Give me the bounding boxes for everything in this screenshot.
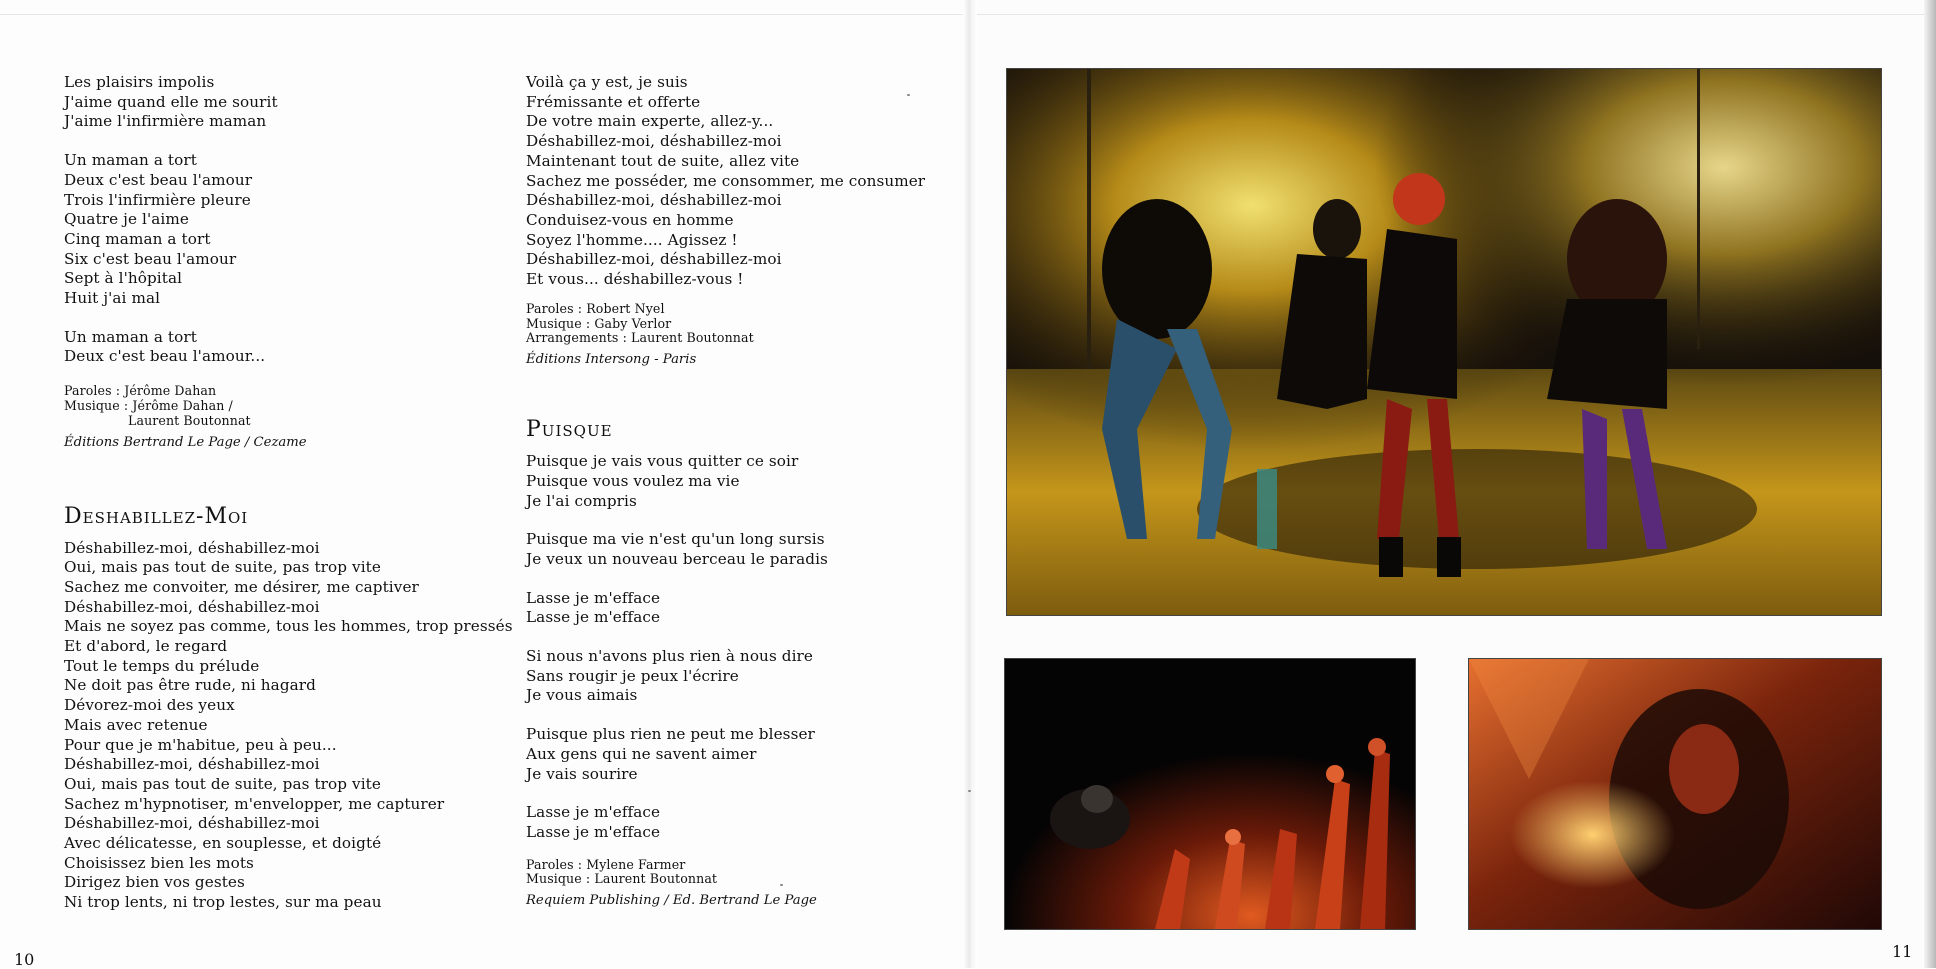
stanza <box>526 589 986 628</box>
lyrics-column-2 <box>526 73 986 908</box>
lyric-line: Voilà ça y est, je suis <box>526 73 688 91</box>
credit-musique: Musique : Laurent Boutonnat <box>526 871 718 887</box>
lyric-line: J'aime quand elle me sourit <box>64 92 278 111</box>
stanza <box>64 328 524 367</box>
credit-paroles: Paroles : Mylene Farmer <box>526 856 686 872</box>
lyrics-puisque <box>526 452 986 843</box>
lyric-line: Je vais sourire <box>526 764 638 783</box>
paper-speck <box>780 884 783 886</box>
lyric-line: Conduisez-vous en homme <box>526 210 734 229</box>
lyrics-deshabillez-moi-continued <box>526 73 986 290</box>
lyric-line: Déshabillez-moi, déshabillez-moi <box>64 814 320 833</box>
lyric-line: Puisque vous voulez ma vie <box>526 471 740 490</box>
lyric-line: Tout le temps du prélude <box>64 656 260 675</box>
stanza <box>64 73 524 132</box>
lyric-line: Un maman a tort <box>64 327 197 346</box>
crowd-photo-art <box>1005 659 1415 929</box>
lyric-line: Déshabillez-moi, déshabillez-moi <box>526 132 782 151</box>
stanza <box>526 725 986 784</box>
lyric-line: Puisque ma vie n'est qu'un long sursis <box>526 530 825 549</box>
credits-block-1 <box>64 384 524 428</box>
lyrics-deshabillez-moi <box>64 539 524 913</box>
credit-arrangements: Arrangements : Laurent Boutonnat <box>526 330 754 346</box>
page-edge-shadow <box>1924 0 1936 968</box>
lyric-line: Quatre je l'aime <box>64 210 189 229</box>
credit-paroles: Paroles : Robert Nyel <box>526 300 665 316</box>
crowd-photo <box>1004 658 1416 930</box>
lyric-line: Lasse je m'efface <box>526 803 661 822</box>
lyric-line: Frémissante et offerte <box>526 92 701 111</box>
lyric-line: Dévorez-moi des yeux <box>64 696 235 715</box>
lyric-line: Puisque plus rien ne peut me blesser <box>526 725 815 744</box>
lyric-line: Ni trop lents, ni trop lestes, sur ma peau <box>64 893 382 912</box>
lyric-line: Déshabillez-moi, déshabillez-moi <box>526 191 782 210</box>
lyric-line: Soyez l'homme.... Agissez ! <box>526 230 738 249</box>
lyric-line: Sachez m'hypnotiser, m'envelopper, me capturer <box>64 794 445 813</box>
lyric-line: Choisissez bien les mots <box>64 853 254 872</box>
credit-paroles: Paroles : Jérôme Dahan <box>64 383 217 399</box>
lyric-line: Déshabillez-moi, déshabillez-moi <box>64 538 320 557</box>
lyric-line: Sept à l'hôpital <box>64 269 183 288</box>
lyric-line: Je vous aimais <box>526 686 638 705</box>
lyric-line: Et vous... déshabillez-vous ! <box>526 270 744 289</box>
stanza <box>526 452 986 511</box>
lyric-line: Ne doit pas être rude, ni hagard <box>64 676 316 695</box>
lyric-line: Pour que je m'habitue, peu à peu... <box>64 735 337 754</box>
lyric-line: Sans rougir je peux l'écrire <box>526 666 739 685</box>
publisher-2: Éditions Intersong - Paris <box>526 352 697 368</box>
lyric-line: Déshabillez-moi, déshabillez-moi <box>526 250 782 269</box>
credits-block-3 <box>526 858 986 888</box>
stanza <box>526 803 986 842</box>
intro-lyrics <box>64 73 524 367</box>
lyric-line: Sachez me convoiter, me désirer, me captiver <box>64 577 419 596</box>
lyric-line: Maintenant tout de suite, allez vite <box>526 151 800 170</box>
lyric-line: Trois l'infirmière pleure <box>64 190 251 209</box>
lyric-line: Deux c'est beau l'amour <box>64 170 253 189</box>
song-title-deshabillez-moi: Deshabillez-Moi <box>64 503 249 529</box>
lyric-line: Mais avec retenue <box>64 715 208 734</box>
lyric-line: Si nous n'avons plus rien à nous dire <box>526 647 813 666</box>
song-title-puisque: Puisque <box>526 417 613 443</box>
lyric-line: De votre main experte, allez-y... <box>526 112 774 131</box>
stanza <box>64 151 524 309</box>
lyric-line: Lasse je m'efface <box>526 822 661 841</box>
singer-closeup-photo <box>1468 658 1882 930</box>
lyric-line: Six c'est beau l'amour <box>64 249 237 268</box>
lyric-line: Oui, mais pas tout de suite, pas trop vite <box>64 774 381 793</box>
lyric-line: Un maman a tort <box>64 151 197 170</box>
credit-musique-cont: Laurent Boutonnat <box>128 412 251 428</box>
lyric-line: J'aime l'infirmière maman <box>64 112 267 131</box>
lyrics-column-1 <box>64 73 524 913</box>
publisher-1: Éditions Bertrand Le Page / Cezame <box>64 434 307 450</box>
lyric-line: Je l'ai compris <box>526 491 637 510</box>
lyric-line: Cinq maman a tort <box>64 229 211 248</box>
lyric-line: Sachez me posséder, me consommer, me consumer <box>526 171 926 190</box>
lyric-line: Déshabillez-moi, déshabillez-moi <box>64 597 320 616</box>
stage-photo-art <box>1007 69 1881 615</box>
lyric-line: Puisque je vais vous quitter ce soir <box>526 452 799 471</box>
lyric-line: Je veux un nouveau berceau le paradis <box>526 549 828 568</box>
lyric-line: Avec délicatesse, en souplesse, et doigté <box>64 834 382 853</box>
lyric-line: Deux c'est beau l'amour... <box>64 347 266 366</box>
lyric-line: Dirigez bien vos gestes <box>64 873 245 892</box>
page-number-right: 11 <box>1892 942 1913 961</box>
credit-musique: Musique : Gaby Verlor <box>526 315 672 331</box>
lyric-line: Et d'abord, le regard <box>64 637 228 656</box>
lyric-line: Oui, mais pas tout de suite, pas trop vite <box>64 558 381 577</box>
credit-musique: Musique : Jérôme Dahan / <box>64 397 233 413</box>
stanza <box>526 647 986 706</box>
lyric-line: Lasse je m'efface <box>526 608 661 627</box>
paper-speck <box>907 94 910 96</box>
lyric-line: Lasse je m'efface <box>526 588 661 607</box>
concert-stage-photo <box>1006 68 1882 616</box>
page-number-left: 10 <box>14 950 35 969</box>
lyric-line: Mais ne soyez pas comme, tous les hommes, trop pressés <box>64 617 513 636</box>
publisher-3: Requiem Publishing / Ed. Bertrand Le Page <box>526 893 817 909</box>
lyric-line: Aux gens qui ne savent aimer <box>526 744 757 763</box>
paper-speck <box>968 790 971 792</box>
closeup-photo-art <box>1469 659 1881 929</box>
lyric-line: Déshabillez-moi, déshabillez-moi <box>64 755 320 774</box>
credits-block-2 <box>526 302 986 346</box>
stanza <box>526 530 986 569</box>
lyric-line: Huit j'ai mal <box>64 289 161 308</box>
lyric-line: Les plaisirs impolis <box>64 73 215 91</box>
